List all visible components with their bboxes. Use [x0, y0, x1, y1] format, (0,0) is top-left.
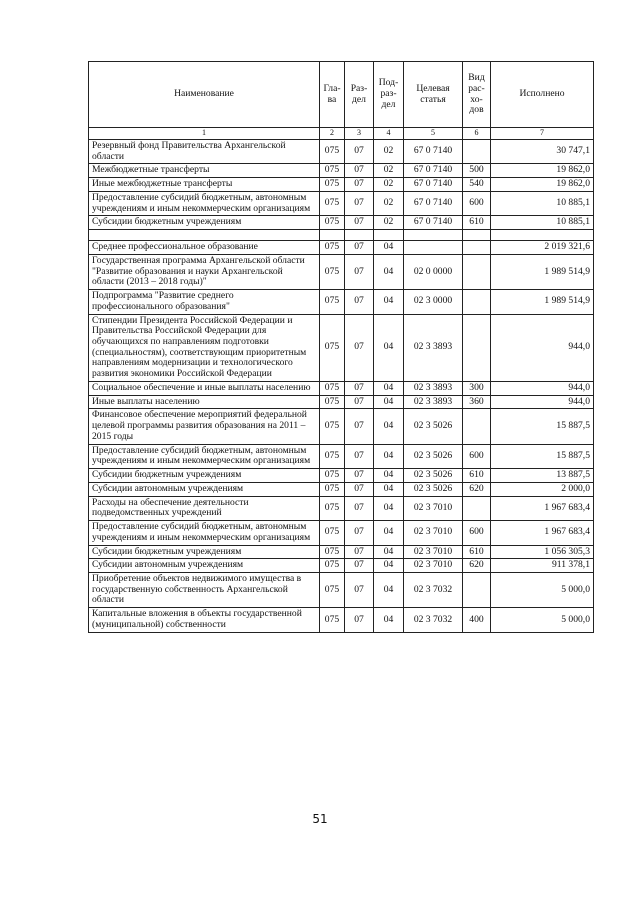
cell-amount: 2 000,0 [491, 482, 594, 496]
cell-amount: 19 862,0 [491, 178, 594, 192]
header-ispolneno: Исполнено [491, 62, 594, 128]
cell-name: Иные выплаты населению [89, 395, 320, 409]
cell-vid: 600 [463, 191, 491, 215]
cell-razdel: 07 [345, 521, 374, 545]
cell-podrazdel: 04 [374, 572, 404, 607]
table-row [89, 395, 594, 409]
cell-razdel: 07 [345, 216, 374, 230]
table-row [89, 545, 594, 559]
cell-name: Предоставление субсидий бюджетным, автономным учреждениям и иным некоммерческим организациям [89, 191, 320, 215]
cell-podrazdel: 04 [374, 409, 404, 444]
cell-glava: 075 [320, 444, 345, 468]
column-number: 2 [320, 128, 345, 140]
cell-podrazdel: 04 [374, 559, 404, 573]
header-vid: Вид рас-хо-дов [463, 62, 491, 128]
cell-vid: 610 [463, 545, 491, 559]
cell-vid: 610 [463, 469, 491, 483]
cell-name: Стипендии Президента Российской Федерации и Правительства Российской Федерации для обучающихся по направлениям подготовки (специальностям), соответствующим приоритетным направлениям модернизации и технологического развития экономики Российской Федерации [89, 314, 320, 381]
cell-razdel: 07 [345, 290, 374, 314]
header-podrazdel: Под-раз-дел [374, 62, 404, 128]
cell-razdel: 07 [345, 241, 374, 255]
cell-razdel [345, 230, 374, 241]
cell-vid: 400 [463, 608, 491, 632]
cell-name: Предоставление субсидий бюджетным, автономным учреждениям и иным некоммерческим организациям [89, 521, 320, 545]
cell-statya: 67 0 7140 [404, 216, 463, 230]
column-number: 5 [404, 128, 463, 140]
cell-glava: 075 [320, 314, 345, 381]
cell-statya: 02 3 7032 [404, 572, 463, 607]
table-body [89, 140, 594, 633]
header-glava: Гла-ва [320, 62, 345, 128]
cell-razdel: 07 [345, 164, 374, 178]
cell-name: Социальное обеспечение и иные выплаты населению [89, 381, 320, 395]
cell-statya: 02 3 5026 [404, 409, 463, 444]
cell-podrazdel: 04 [374, 314, 404, 381]
cell-glava: 075 [320, 140, 345, 164]
table-row [89, 444, 594, 468]
cell-vid: 540 [463, 178, 491, 192]
cell-amount: 1 056 305,3 [491, 545, 594, 559]
cell-vid: 620 [463, 559, 491, 573]
cell-statya: 02 3 0000 [404, 290, 463, 314]
cell-podrazdel: 04 [374, 496, 404, 520]
cell-glava: 075 [320, 469, 345, 483]
column-number: 6 [463, 128, 491, 140]
cell-amount: 19 862,0 [491, 164, 594, 178]
cell-podrazdel: 04 [374, 608, 404, 632]
cell-amount: 10 885,1 [491, 191, 594, 215]
cell-glava: 075 [320, 482, 345, 496]
cell-razdel: 07 [345, 140, 374, 164]
cell-podrazdel: 04 [374, 444, 404, 468]
cell-razdel: 07 [345, 444, 374, 468]
cell-name: Предоставление субсидий бюджетным, автономным учреждениям и иным некоммерческим организациям [89, 444, 320, 468]
cell-name: Среднее профессиональное образование [89, 241, 320, 255]
cell-statya: 02 3 7010 [404, 496, 463, 520]
table-row [89, 521, 594, 545]
cell-glava [320, 230, 345, 241]
cell-razdel: 07 [345, 191, 374, 215]
cell-podrazdel: 04 [374, 545, 404, 559]
table-row [89, 164, 594, 178]
header-razdel: Раз-дел [345, 62, 374, 128]
column-number: 1 [89, 128, 320, 140]
cell-statya: 02 0 0000 [404, 254, 463, 289]
cell-amount: 15 887,5 [491, 409, 594, 444]
table-row [89, 241, 594, 255]
cell-razdel: 07 [345, 395, 374, 409]
table-row [89, 608, 594, 632]
cell-glava: 075 [320, 290, 345, 314]
cell-podrazdel: 02 [374, 216, 404, 230]
cell-glava: 075 [320, 572, 345, 607]
cell-vid: 500 [463, 164, 491, 178]
cell-statya: 02 3 5026 [404, 469, 463, 483]
cell-vid: 600 [463, 444, 491, 468]
table-row [89, 409, 594, 444]
cell-razdel: 07 [345, 545, 374, 559]
table-row [89, 254, 594, 289]
cell-podrazdel: 02 [374, 164, 404, 178]
cell-podrazdel: 04 [374, 290, 404, 314]
cell-podrazdel: 02 [374, 191, 404, 215]
cell-vid [463, 314, 491, 381]
cell-glava: 075 [320, 381, 345, 395]
cell-amount: 1 967 683,4 [491, 521, 594, 545]
cell-vid [463, 230, 491, 241]
cell-statya: 02 3 5026 [404, 482, 463, 496]
cell-glava: 075 [320, 608, 345, 632]
cell-vid [463, 572, 491, 607]
cell-name: Субсидии бюджетным учреждениям [89, 545, 320, 559]
cell-name: Межбюджетные трансферты [89, 164, 320, 178]
cell-statya: 02 3 7010 [404, 521, 463, 545]
cell-vid [463, 290, 491, 314]
cell-razdel: 07 [345, 381, 374, 395]
cell-amount: 15 887,5 [491, 444, 594, 468]
table-row [89, 290, 594, 314]
cell-podrazdel: 04 [374, 469, 404, 483]
cell-podrazdel: 04 [374, 381, 404, 395]
table-row [89, 191, 594, 215]
cell-glava: 075 [320, 521, 345, 545]
cell-statya: 02 3 3893 [404, 381, 463, 395]
table-row [89, 496, 594, 520]
cell-name: Расходы на обеспечение деятельности подведомственных учреждений [89, 496, 320, 520]
cell-name: Подпрограмма "Развитие среднего профессионального образования" [89, 290, 320, 314]
cell-statya: 67 0 7140 [404, 178, 463, 192]
cell-amount: 1 989 514,9 [491, 254, 594, 289]
cell-podrazdel: 04 [374, 482, 404, 496]
cell-name: Субсидии автономным учреждениям [89, 559, 320, 573]
cell-glava: 075 [320, 241, 345, 255]
cell-name: Государственная программа Архангельской области "Развитие образования и науки Архангельской области (2013 – 2018 годы)" [89, 254, 320, 289]
budget-table [88, 61, 594, 633]
cell-glava: 075 [320, 254, 345, 289]
cell-statya [404, 241, 463, 255]
cell-podrazdel: 04 [374, 254, 404, 289]
cell-vid [463, 409, 491, 444]
table-row [89, 140, 594, 164]
cell-vid: 610 [463, 216, 491, 230]
cell-glava: 075 [320, 409, 345, 444]
cell-razdel: 07 [345, 178, 374, 192]
table-row [89, 178, 594, 192]
cell-glava: 075 [320, 496, 345, 520]
cell-podrazdel: 04 [374, 395, 404, 409]
cell-name: Субсидии автономным учреждениям [89, 482, 320, 496]
cell-vid: 360 [463, 395, 491, 409]
table-row [89, 314, 594, 381]
cell-amount: 2 019 321,6 [491, 241, 594, 255]
table-row [89, 230, 594, 241]
cell-razdel: 07 [345, 608, 374, 632]
cell-glava: 075 [320, 559, 345, 573]
cell-razdel: 07 [345, 469, 374, 483]
cell-glava: 075 [320, 545, 345, 559]
cell-glava: 075 [320, 216, 345, 230]
cell-glava: 075 [320, 164, 345, 178]
cell-statya [404, 230, 463, 241]
cell-statya: 67 0 7140 [404, 191, 463, 215]
cell-statya: 02 3 3893 [404, 395, 463, 409]
cell-razdel: 07 [345, 496, 374, 520]
column-number-row [89, 128, 594, 140]
cell-razdel: 07 [345, 572, 374, 607]
cell-statya: 67 0 7140 [404, 140, 463, 164]
cell-amount [491, 230, 594, 241]
header-name: Наименование [89, 62, 320, 128]
cell-amount: 10 885,1 [491, 216, 594, 230]
header-statya: Целевая статья [404, 62, 463, 128]
cell-vid [463, 241, 491, 255]
column-number: 4 [374, 128, 404, 140]
cell-amount: 911 378,1 [491, 559, 594, 573]
cell-podrazdel: 04 [374, 521, 404, 545]
cell-statya: 02 3 7010 [404, 559, 463, 573]
cell-podrazdel: 04 [374, 241, 404, 255]
cell-glava: 075 [320, 191, 345, 215]
header-row [89, 62, 594, 128]
cell-amount: 30 747,1 [491, 140, 594, 164]
table-row [89, 216, 594, 230]
cell-name [89, 230, 320, 241]
cell-razdel: 07 [345, 482, 374, 496]
cell-amount: 13 887,5 [491, 469, 594, 483]
cell-name: Иные межбюджетные трансферты [89, 178, 320, 192]
cell-glava: 075 [320, 178, 345, 192]
table-row [89, 469, 594, 483]
cell-statya: 02 3 3893 [404, 314, 463, 381]
page-number: 51 [312, 812, 328, 826]
cell-vid: 620 [463, 482, 491, 496]
cell-name: Субсидии бюджетным учреждениям [89, 469, 320, 483]
cell-vid [463, 254, 491, 289]
cell-amount: 5 000,0 [491, 572, 594, 607]
cell-podrazdel [374, 230, 404, 241]
cell-razdel: 07 [345, 254, 374, 289]
table-row [89, 559, 594, 573]
cell-amount: 944,0 [491, 395, 594, 409]
cell-amount: 944,0 [491, 314, 594, 381]
cell-razdel: 07 [345, 409, 374, 444]
cell-amount: 1 967 683,4 [491, 496, 594, 520]
cell-podrazdel: 02 [374, 140, 404, 164]
cell-vid: 600 [463, 521, 491, 545]
cell-amount: 944,0 [491, 381, 594, 395]
cell-amount: 5 000,0 [491, 608, 594, 632]
cell-name: Субсидии бюджетным учреждениям [89, 216, 320, 230]
column-number: 3 [345, 128, 374, 140]
cell-amount: 1 989 514,9 [491, 290, 594, 314]
cell-statya: 67 0 7140 [404, 164, 463, 178]
cell-vid [463, 140, 491, 164]
cell-statya: 02 3 7010 [404, 545, 463, 559]
cell-name: Приобретение объектов недвижимого имущества в государственную собственность Архангельской области [89, 572, 320, 607]
cell-razdel: 07 [345, 559, 374, 573]
table-row [89, 572, 594, 607]
cell-vid [463, 496, 491, 520]
cell-name: Резервный фонд Правительства Архангельской области [89, 140, 320, 164]
table-row [89, 381, 594, 395]
cell-name: Капитальные вложения в объекты государственной (муниципальной) собственности [89, 608, 320, 632]
cell-statya: 02 3 7032 [404, 608, 463, 632]
table-row [89, 482, 594, 496]
cell-statya: 02 3 5026 [404, 444, 463, 468]
cell-podrazdel: 02 [374, 178, 404, 192]
cell-razdel: 07 [345, 314, 374, 381]
cell-glava: 075 [320, 395, 345, 409]
cell-name: Финансовое обеспечение мероприятий федеральной целевой программы развития образования на 2011 – 2015 годы [89, 409, 320, 444]
column-number: 7 [491, 128, 594, 140]
cell-vid: 300 [463, 381, 491, 395]
